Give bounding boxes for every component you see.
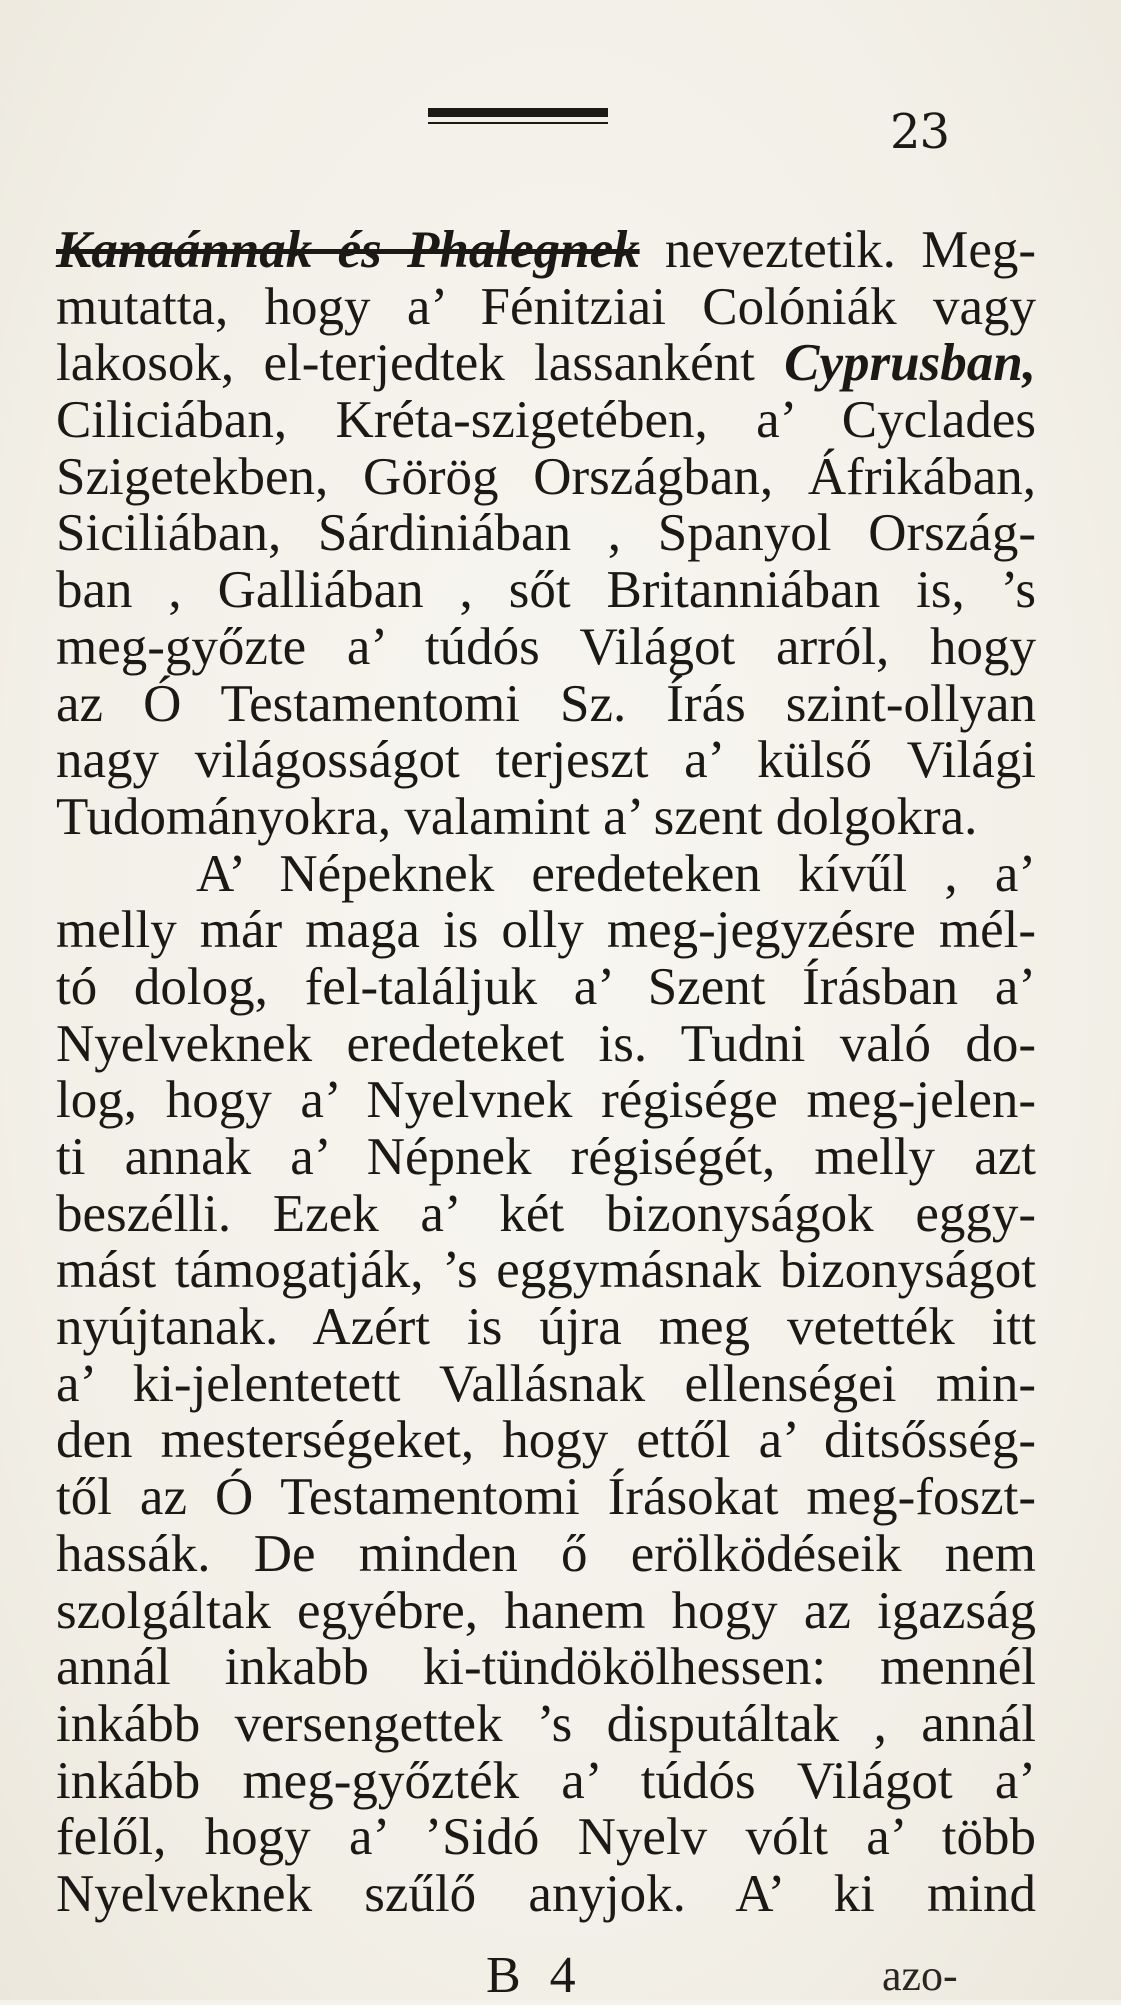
text-line: [56, 505, 1036, 562]
text-run: Szigetekben, Görög Országban, Áfrikában,: [56, 447, 1036, 506]
text-run: Nyelveknek eredeteket is. Tudni való do-: [56, 1014, 1036, 1073]
text-run: neveztetik. Meg-: [639, 221, 1036, 279]
text-line: [56, 1526, 1036, 1583]
text-line: [56, 789, 1036, 846]
catchword: azo-: [882, 1951, 958, 2000]
text-run: Tudományokra, valamint a’ szent dolgokra.: [56, 787, 978, 846]
text-run: inkább meg-győzték a’ túdós Világot a’: [56, 1751, 1036, 1810]
text-run: az Ó Testamentomi Sz. Írás szint-ollyan: [56, 674, 1036, 733]
text-line: [56, 1809, 1036, 1866]
text-line: [56, 902, 1036, 959]
text-line: [56, 1129, 1036, 1186]
text-line: [56, 1583, 1036, 1640]
text-run: A’ Népeknek eredeteken kívűl , a’: [196, 844, 1036, 903]
text-run: hassák. De minden ő erölködéseik nem: [56, 1524, 1036, 1583]
text-run: Nyelveknek szűlő anyjok. A’ ki mind: [56, 1864, 1036, 1923]
text-run: mutatta, hogy a’ Fénitziai Colóniák vagy: [56, 277, 1036, 336]
header-rule: [428, 108, 608, 124]
text-run: Siciliában, Sárdiniában , Spanyol Ország-: [56, 504, 1036, 563]
text-run: lakosok, el-terjedtek lassanként: [56, 334, 785, 393]
text-line: [56, 562, 1036, 619]
text-run: den mesterségeket, hogy ettől a’ ditsősség-: [56, 1411, 1036, 1470]
text-line: [56, 1242, 1036, 1299]
text-line: [56, 619, 1036, 676]
text-line: [56, 1356, 1036, 1413]
text-run: beszélli. Ezek a’ két bizonyságok eggy-: [56, 1184, 1036, 1243]
text-run: annál inkabb ki-tündökölhessen: mennél: [56, 1638, 1036, 1697]
text-run: nyújtanak. Azért is újra meg vetették itt: [56, 1298, 1036, 1357]
text-run: meg-győzte a’ túdós Világot arról, hogy: [56, 617, 1036, 676]
text-line: [56, 1866, 1036, 1923]
signature-mark: B 4: [486, 1947, 584, 2004]
text-line: [56, 676, 1036, 733]
text-run: melly már maga is olly meg-jegyzésre mél-: [56, 901, 1036, 960]
text-line: [56, 1753, 1036, 1810]
text-line: [56, 959, 1036, 1016]
page-number: 23: [890, 104, 950, 160]
text-run: log, hogy a’ Nyelvnek régisége meg-jelen-: [56, 1071, 1036, 1130]
body-text: [56, 222, 1036, 1923]
text-line: [56, 279, 1036, 336]
text-run: inkább versengettek ’s disputáltak , annál: [56, 1694, 1036, 1753]
text-run: tó dolog, fel-találjuk a’ Szent Írásban a’: [56, 957, 1036, 1016]
text-line: [56, 222, 1036, 279]
text-line: [56, 1469, 1036, 1526]
text-line: [56, 1412, 1036, 1469]
text-line: [56, 732, 1036, 789]
text-run: Cyprusban,: [784, 334, 1036, 393]
text-run: ban , Galliában , sőt Britanniában is, ’s: [56, 561, 1036, 620]
text-run: a’ ki-jelentetett Vallásnak ellenségei min-: [56, 1354, 1036, 1413]
text-run: Kanaánnak és Phalegnek: [56, 221, 640, 279]
text-line: [56, 1186, 1036, 1243]
text-line: [56, 392, 1036, 449]
text-line: [56, 846, 1036, 903]
text-run: mást támogatják, ’s eggymásnak bizonyságot: [56, 1241, 1036, 1300]
text-run: Ciliciában, Kréta-szigetében, a’ Cyclades: [56, 391, 1036, 450]
text-line: [56, 449, 1036, 506]
text-line: [56, 1299, 1036, 1356]
text-run: nagy világosságot terjeszt a’ külső Világi: [56, 731, 1036, 790]
text-run: szolgáltak egyébre, hanem hogy az igazság: [56, 1581, 1036, 1640]
text-run: felől, hogy a’ ’Sidó Nyelv vólt a’ több: [56, 1808, 1036, 1867]
text-line: [56, 1639, 1036, 1696]
text-run: ti annak a’ Népnek régiségét, melly azt: [56, 1128, 1036, 1186]
text-line: [56, 1072, 1036, 1129]
text-line: [56, 1696, 1036, 1753]
text-line: [56, 335, 1036, 392]
text-run: től az Ó Testamentomi Írásokat meg-foszt-: [56, 1468, 1036, 1527]
text-line: [56, 1016, 1036, 1073]
